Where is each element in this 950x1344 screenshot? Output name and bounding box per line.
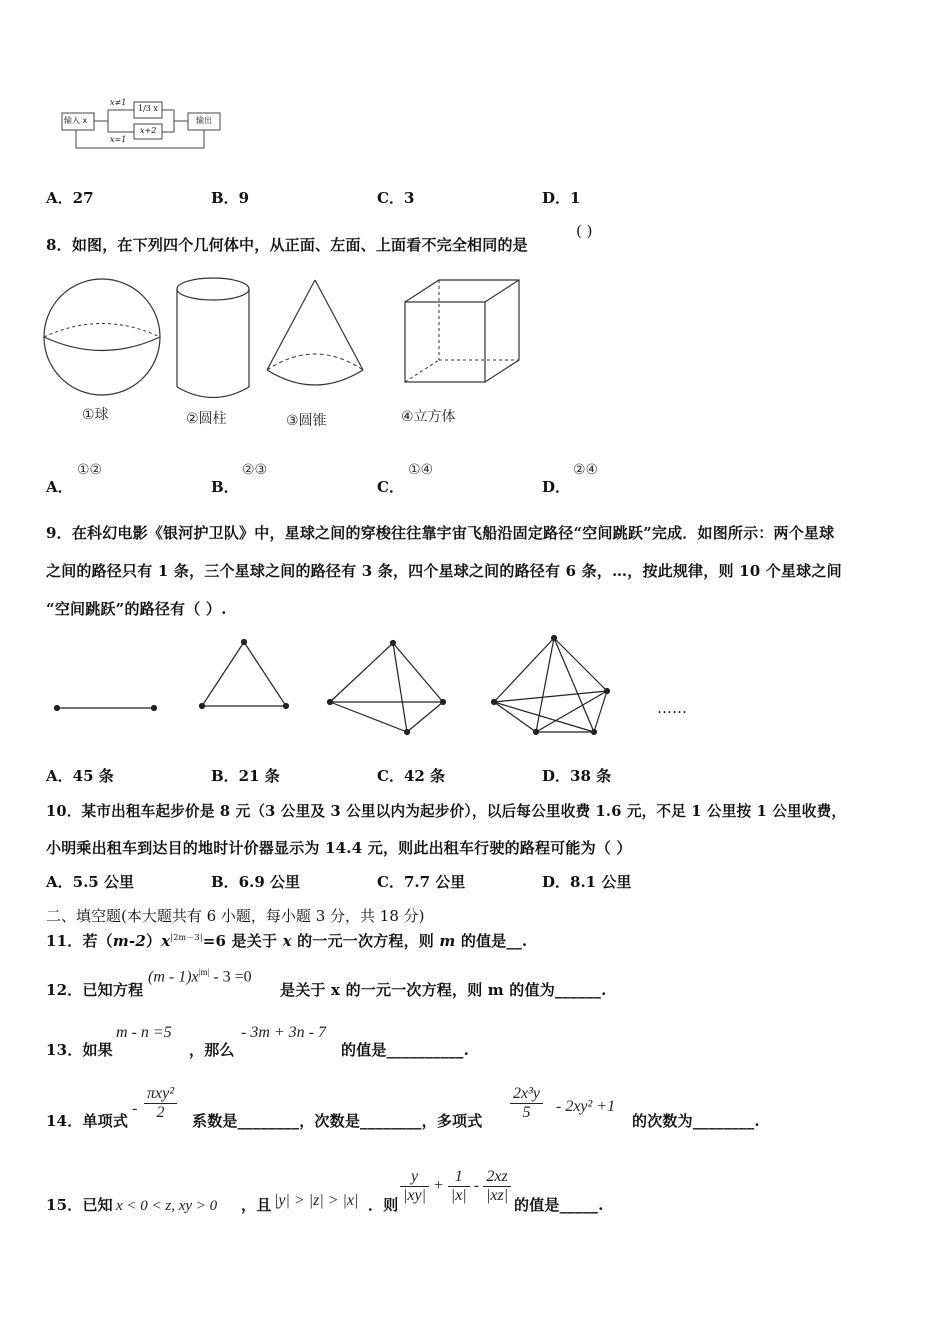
q14-minus: - <box>132 1100 138 1117</box>
q11-x: x <box>161 932 171 950</box>
q13-rest <box>341 1039 469 1060</box>
q13-prefix: 13．如果 <box>46 1041 113 1059</box>
q15-rest: 的值是 <box>514 1196 560 1214</box>
q15-minus: - <box>473 1177 480 1195</box>
q13-end: . <box>463 1041 470 1059</box>
q12-exp: |m| <box>198 967 210 977</box>
q14-blank1[interactable]: ________ <box>237 1112 300 1130</box>
q15-d3: |xz| <box>486 1187 509 1204</box>
q12-rest <box>280 979 607 1000</box>
q15-end: . <box>598 1196 604 1214</box>
q14-frac2 <box>510 1085 543 1122</box>
q9-option-a[interactable]: A．45 条 <box>46 767 114 785</box>
q8-option-b-value: ②③ <box>242 462 268 478</box>
section-2-heading: 二、填空题(本大题共有 6 小题，每小题 3 分，共 18 分) <box>46 907 425 925</box>
q14-mid4: 的次数为 <box>632 1112 693 1130</box>
q15-mid2: ．则 <box>368 1196 399 1214</box>
q8-label-cone: ③圆锥 <box>286 413 327 429</box>
q14-tail: - 2xy² +1 <box>556 1098 616 1115</box>
q13-rest-text: 的值是 <box>341 1041 387 1059</box>
q11-blank[interactable]: __ <box>506 932 522 950</box>
q15-plus: + <box>433 1177 444 1195</box>
q15-end-group <box>514 1194 604 1215</box>
q8-option-d-value: ②④ <box>573 462 599 478</box>
q12-expr-main: (m - 1)x <box>148 968 199 986</box>
q14-end-group <box>632 1110 760 1131</box>
q14-num: πxy² <box>144 1085 177 1104</box>
q14-den: 2 <box>156 1104 165 1121</box>
q14-blank3[interactable]: ________ <box>692 1112 755 1130</box>
q12-blank[interactable]: ______ <box>554 981 602 999</box>
q14-mid2: ，次数是 <box>299 1112 361 1130</box>
q15-cond2: |y| > |z| > |x| <box>274 1192 359 1209</box>
q15-mid: ，且 <box>241 1196 272 1214</box>
q15-n1: y <box>400 1168 429 1187</box>
q10-option-c[interactable]: C．7.7 公里 <box>377 873 466 891</box>
q12-expr2: - 3 =0 <box>209 968 252 986</box>
q10-option-b[interactable]: B．6.9 公里 <box>211 873 300 891</box>
q9-graphs <box>0 630 950 745</box>
q8-option-c-letter: C． <box>377 478 404 496</box>
q15-prefix: 15．已知 <box>46 1196 113 1214</box>
q7-option-a[interactable]: A．27 <box>46 189 94 207</box>
q14-den2: 5 <box>522 1104 531 1121</box>
q14-prefix: 14．单项式 <box>46 1112 129 1130</box>
q9-option-c[interactable]: C．42 条 <box>377 767 446 785</box>
q7-option-d[interactable]: D．1 <box>542 189 581 207</box>
q12-end: . <box>601 981 607 999</box>
q9-option-b[interactable]: B．21 条 <box>211 767 280 785</box>
q8-option-a-value: ①② <box>77 462 103 478</box>
q9-line3: “空间跳跃”的路径有（ ）. <box>46 600 227 618</box>
q8-text: 8．如图，在下列四个几何体中，从正面、左面、上面看不完全相同的是 <box>46 236 528 254</box>
q8-label-cube: ④立方体 <box>401 409 456 425</box>
q11-rest2: 的一元一次方程，则 <box>291 932 440 950</box>
q9-option-d[interactable]: D．38 条 <box>542 767 612 785</box>
q14-mid1-group <box>192 1110 482 1131</box>
q11-end: . <box>521 932 528 950</box>
q15-d1: |xy| <box>403 1187 426 1204</box>
q12-expr <box>148 967 252 986</box>
q15-n3: 2xz <box>483 1168 511 1187</box>
flow-box-top: 1/3 x <box>138 104 158 113</box>
q11-rest: =6 是关于 <box>202 932 283 950</box>
q11-m2: m-2 <box>112 932 147 950</box>
q11 <box>46 930 527 951</box>
q14-frac1 <box>144 1085 177 1122</box>
flow-box-bottom: x+2 <box>140 126 157 135</box>
flow-output: 输出 <box>196 116 212 125</box>
q9-ellipsis: …… <box>657 699 687 717</box>
q9-line2: 之间的路径只有 1 条，三个星球之间的路径有 3 条，四个星球之间的路径有 6 条，…，按此规律，则 10 个星球之间 <box>46 562 842 580</box>
q14-mid1: 系数是 <box>192 1112 238 1130</box>
q7-option-b[interactable]: B．9 <box>211 189 250 207</box>
q14-end: . <box>754 1112 760 1130</box>
q15-d2: |x| <box>450 1187 467 1204</box>
flow-cond-top: x≠1 <box>110 98 127 107</box>
q13-mid: ，那么 <box>189 1041 235 1059</box>
q8-option-b-letter: B． <box>211 478 239 496</box>
flow-input: 输入 x <box>64 116 88 125</box>
q14-blank2[interactable]: ________ <box>360 1112 422 1130</box>
q15-expression <box>400 1168 511 1205</box>
q15-cond: x < 0 < z, xy > 0 <box>116 1198 218 1214</box>
q8-label-cylinder: ②圆柱 <box>186 411 227 427</box>
q10-line2: 小明乘出租车到达目的地时计价器显示为 14.4 元，则此出租车行驶的路程可能为（ ） <box>46 839 632 857</box>
q11-m: m <box>439 932 456 950</box>
q14-mid3: ，多项式 <box>421 1112 483 1130</box>
q8-paren: ( ) <box>576 222 593 240</box>
q10-option-a[interactable]: A．5.5 公里 <box>46 873 134 891</box>
q13-blank[interactable]: __________ <box>386 1041 464 1059</box>
q8-option-d-letter: D． <box>542 478 571 496</box>
flowchart-lines <box>0 0 950 160</box>
q8-option-c-value: ①④ <box>408 462 434 478</box>
q15-n2: 1 <box>448 1168 470 1187</box>
flow-cond-bottom: x=1 <box>110 135 127 144</box>
q8-solids <box>0 260 950 440</box>
q10-option-d[interactable]: D．8.1 公里 <box>542 873 632 891</box>
q8-label-sphere: ①球 <box>82 407 109 423</box>
q15-blank[interactable]: _____ <box>559 1196 599 1214</box>
q10-line1: 10．某市出租车起步价是 8 元（3 公里及 3 公里以内为起步价），以后每公里收费 1.6 元，不足 1 公里按 1 公里收费， <box>46 803 847 820</box>
q11-rest3: 的值是 <box>455 932 507 950</box>
q8-option-a-letter: A． <box>46 478 73 496</box>
q11-x2: x <box>282 932 292 950</box>
q9-line1: 9．在科幻电影《银河护卫队》中，星球之间的穿梭往往靠宇宙飞船沿固定路径“空间跳跃”完成．如图所示：两个星球 <box>46 524 835 542</box>
q14-num2: 2x³y <box>510 1085 543 1104</box>
q7-option-c[interactable]: C．3 <box>377 189 415 207</box>
q13-expr: m - n =5 <box>116 1024 172 1041</box>
q11-exp: |2m－3| <box>170 933 203 942</box>
q13-expr2: - 3m + 3n - 7 <box>241 1024 327 1041</box>
q12-prefix: 12．已知方程 <box>46 981 144 999</box>
q12-rest-text: 是关于 x 的一元一次方程，则 m 的值为 <box>280 981 555 999</box>
q11-mid: ） <box>146 932 162 950</box>
q11-prefix: 11．若（ <box>46 932 113 950</box>
